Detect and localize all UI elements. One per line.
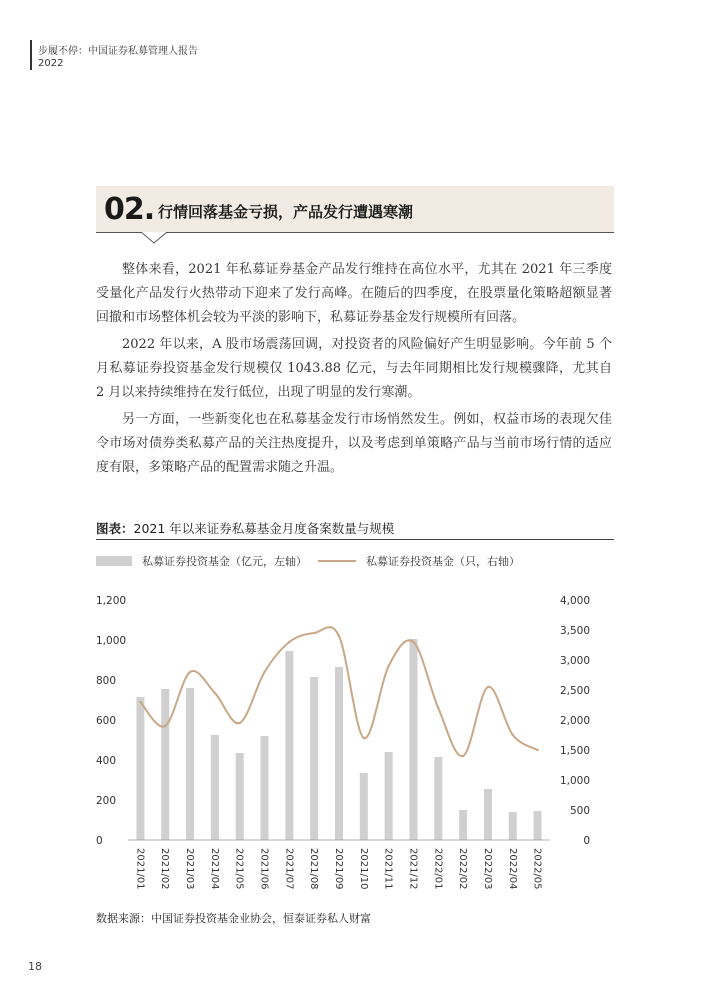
line-point-2021/03 <box>189 671 191 673</box>
y-right-tick-label: 3,000 <box>559 655 590 667</box>
x-tick-label: 2021/09 <box>333 848 344 890</box>
line-point-2021/01 <box>139 701 141 703</box>
bar-2022/05 <box>534 811 542 840</box>
line-point-2022/02 <box>462 755 464 757</box>
chart-title-text: 2021 年以来证券私募基金月度备案数量与规模 <box>133 521 395 536</box>
x-tick-label: 2021/02 <box>159 848 171 890</box>
header-accent-bar <box>30 40 32 70</box>
bar-2022/01 <box>434 757 442 840</box>
bar-2021/05 <box>236 753 244 840</box>
y-right-tick-label: 500 <box>569 805 590 817</box>
x-tick-label: 2022/05 <box>531 848 543 890</box>
y-right-tick-label: 2,000 <box>559 715 590 727</box>
line-point-2021/04 <box>214 692 216 694</box>
bar-2021/11 <box>385 752 393 840</box>
y-right-tick-label: 1,500 <box>559 745 590 757</box>
x-tick-label: 2021/12 <box>407 848 419 890</box>
x-tick-label: 2022/03 <box>481 848 493 890</box>
y-right-tick-label: 2,500 <box>559 685 590 697</box>
x-tick-label: 2021/11 <box>382 848 394 890</box>
bar-2021/09 <box>335 667 343 840</box>
chart-title <box>96 519 394 537</box>
y-left-tick-label: 400 <box>96 755 117 767</box>
section-notch-icon <box>141 232 167 244</box>
x-tick-label: 2021/05 <box>233 848 245 890</box>
x-tick-label: 2021/10 <box>357 848 369 890</box>
bar-2021/07 <box>285 651 293 840</box>
y-left-tick-label: 800 <box>96 675 117 687</box>
report-title: 步履不停：中国证券私募管理人报告 <box>38 46 198 57</box>
combo-chart <box>80 545 600 895</box>
paragraph-3: 另一方面，一些新变化也在私募基金发行市场悄然发生。例如，权益市场的表现欠佳令市场对债券类私募产品的关注热度提升，以及考虑到单策略产品与当前市场行情的适应度有限，多策略产品的配置需求随之升温。 <box>96 412 612 475</box>
y-left-tick-label: 600 <box>96 715 117 727</box>
report-year: 2022 <box>38 58 64 69</box>
data-source-note: 数据来源：中国证券投资基金业协会，恒泰证券私人财富 <box>96 912 371 925</box>
bar-2022/03 <box>484 789 492 840</box>
chart-title-lead: 图表： <box>96 521 134 536</box>
line-point-2022/03 <box>487 686 489 688</box>
chart-divider <box>96 539 614 540</box>
line-point-2021/02 <box>164 725 166 727</box>
line-point-2021/08 <box>313 632 315 634</box>
section-title: 行情回落基金亏损，产品发行遭遇寒潮 <box>158 203 414 221</box>
paragraph-2: 2022 年以来，A 股市场震荡回调，对投资者的风险偏好产生明显影响。今年前 5 个月私募证券投资基金发行规模仅 1043.88 亿元，与去年同期相比发行规模骤降，尤其自 2 月以来持续维持在发行低位，出现了明显的发行寒潮。 <box>96 337 612 400</box>
legend-line-label: 私募证券投资基金（只，右轴） <box>366 555 520 568</box>
line-point-2021/10 <box>363 737 365 739</box>
bar-2021/04 <box>211 735 219 840</box>
y-left-tick-label: 200 <box>96 795 117 807</box>
section-number: 02. <box>104 192 155 227</box>
legend-bar-swatch <box>96 556 132 566</box>
y-right-tick-label: 3,500 <box>559 625 590 637</box>
y-left-tick-label: 1,200 <box>96 595 127 607</box>
x-tick-label: 2022/01 <box>432 848 444 890</box>
bar-2022/02 <box>459 810 467 840</box>
y-left-tick-label: 0 <box>96 835 103 847</box>
line-point-2021/06 <box>263 671 265 673</box>
line-point-2022/04 <box>512 734 514 736</box>
x-tick-label: 2022/02 <box>457 848 469 890</box>
x-tick-label: 2021/04 <box>208 848 220 890</box>
line-point-2022/01 <box>437 707 439 709</box>
x-tick-label: 2021/06 <box>258 848 270 890</box>
line-point-2021/12 <box>412 641 414 643</box>
bar-2021/02 <box>161 689 169 840</box>
bar-2021/08 <box>310 677 318 840</box>
page-number: 18 <box>28 960 42 973</box>
bar-2021/12 <box>409 639 417 840</box>
x-tick-label: 2021/08 <box>308 848 320 890</box>
bar-2021/06 <box>261 736 269 840</box>
legend-bar-label: 私募证券投资基金（亿元，左轴） <box>142 555 307 568</box>
x-tick-label: 2021/07 <box>283 848 295 890</box>
line-point-2021/05 <box>239 722 241 724</box>
line-point-2021/11 <box>387 665 389 667</box>
line-point-2022/05 <box>536 749 538 751</box>
line-point-2021/07 <box>288 641 290 643</box>
y-right-tick-label: 4,000 <box>559 595 590 607</box>
bar-2021/03 <box>186 688 194 840</box>
x-tick-label: 2021/01 <box>134 848 146 890</box>
y-right-tick-label: 0 <box>583 835 590 847</box>
y-right-tick-label: 1,000 <box>559 775 590 787</box>
bar-2021/10 <box>360 773 368 840</box>
bar-2022/04 <box>509 812 517 840</box>
section-divider <box>96 232 614 233</box>
x-tick-label: 2021/03 <box>184 848 196 890</box>
paragraph-1: 整体来看，2021 年私募证券基金产品发行维持在高位水平，尤其在 2021 年三季度受量化产品发行火热带动下迎来了发行高峰。在随后的四季度，在股票量化策略超额显著回撤和市场整体机会较为平淡的影响下，私募证券基金发行规模所有回落。 <box>96 262 612 325</box>
x-tick-label: 2022/04 <box>506 848 518 890</box>
bar-2021/01 <box>136 697 144 840</box>
y-left-tick-label: 1,000 <box>96 635 127 647</box>
line-point-2021/09 <box>338 635 340 637</box>
